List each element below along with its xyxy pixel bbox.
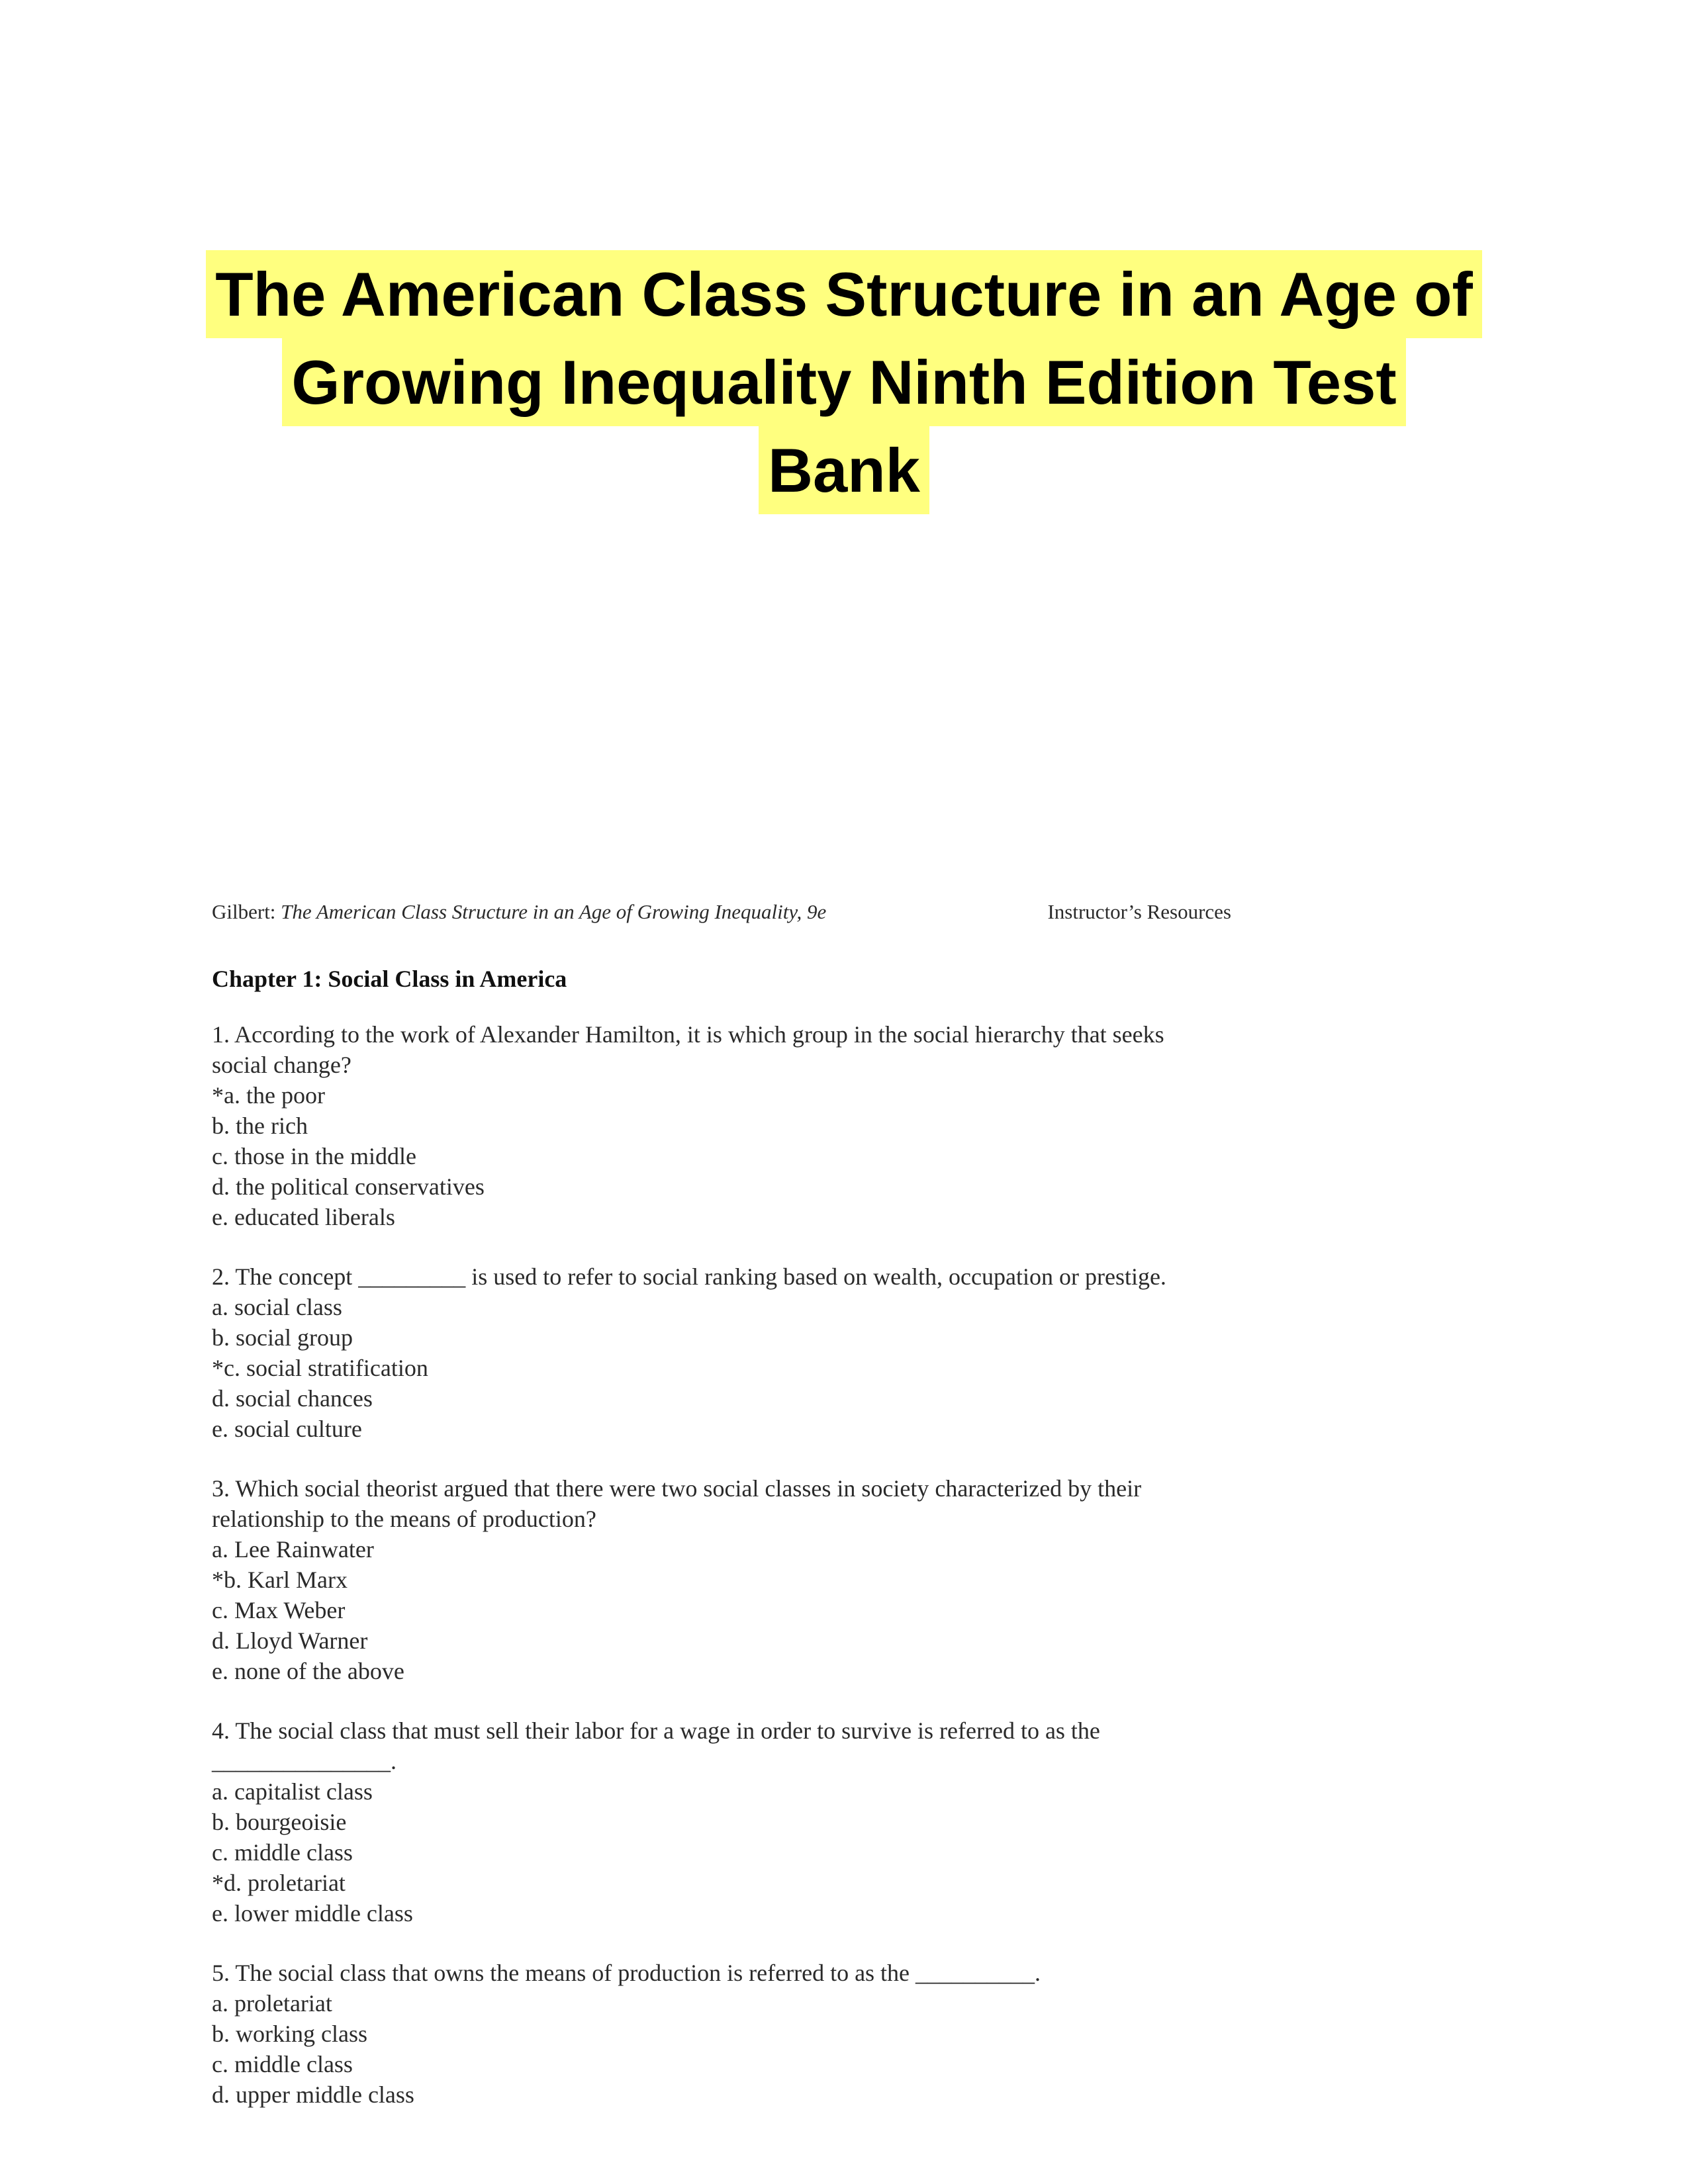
question-stem: 1. According to the work of Alexander Hamilton, it is which group in the social hierarchy that seeks social change? <box>212 1021 1164 1078</box>
header-left <box>212 900 826 924</box>
question-stem: 2. The concept _________ is used to refer to social ranking based on wealth, occupation or prestige. <box>212 1263 1166 1290</box>
answer-option: d. social chances <box>212 1385 373 1412</box>
header-right: Instructor’s Resources <box>1047 900 1231 923</box>
question-1 <box>212 1019 1218 1232</box>
answer-option: a. social class <box>212 1294 342 1320</box>
answer-option: *d. proletariat <box>212 1870 346 1896</box>
question-stem: 3. Which social theorist argued that there were two social classes in society characterized by their relationship to the means of production? <box>212 1475 1142 1532</box>
question-stem: 5. The social class that owns the means of production is referred to as the __________. <box>212 1960 1041 1986</box>
answer-option: e. educated liberals <box>212 1204 395 1230</box>
answer-option: b. bourgeoisie <box>212 1809 347 1835</box>
answer-option: a. proletariat <box>212 1990 332 2017</box>
document-title <box>0 250 1688 514</box>
title-line: The American Class Structure in an Age of <box>206 250 1482 338</box>
header-book-title: The American Class Structure in an Age of Growing Inequality, 9e <box>281 900 827 923</box>
answer-option: b. working class <box>212 2021 367 2047</box>
answer-option: e. none of the above <box>212 1658 404 1684</box>
chapter-heading: Chapter 1: Social Class in America <box>212 966 567 992</box>
question-3 <box>212 1473 1218 1686</box>
title-line: Bank <box>759 426 929 514</box>
answer-option: d. Lloyd Warner <box>212 1627 368 1654</box>
answer-option: b. social group <box>212 1324 353 1351</box>
answer-option: c. middle class <box>212 1839 353 1866</box>
question-stem: 4. The social class that must sell their labor for a wage in order to survive is referred to as the _______________. <box>212 1717 1100 1774</box>
answer-option: *a. the poor <box>212 1082 325 1109</box>
page-header <box>212 900 1231 924</box>
title-line: Growing Inequality Ninth Edition Test <box>282 338 1405 426</box>
question-list <box>212 1019 1284 2110</box>
question-5 <box>212 1958 1218 2110</box>
answer-option: c. those in the middle <box>212 1143 416 1169</box>
answer-option: a. capitalist class <box>212 1778 373 1805</box>
answer-option: b. the rich <box>212 1113 308 1139</box>
answer-option: *c. social stratification <box>212 1355 428 1381</box>
answer-option: e. lower middle class <box>212 1900 413 1927</box>
answer-option: d. upper middle class <box>212 2081 414 2108</box>
scanned-page <box>212 900 1284 2110</box>
answer-option: *b. Karl Marx <box>212 1567 348 1593</box>
answer-option: c. middle class <box>212 2051 353 2077</box>
answer-option: c. Max Weber <box>212 1597 346 1623</box>
question-2 <box>212 1261 1218 1444</box>
answer-option: d. the political conservatives <box>212 1173 485 1200</box>
answer-option: a. Lee Rainwater <box>212 1536 374 1563</box>
header-author: Gilbert: <box>212 900 276 923</box>
question-4 <box>212 1715 1218 1929</box>
answer-option: e. social culture <box>212 1416 362 1442</box>
